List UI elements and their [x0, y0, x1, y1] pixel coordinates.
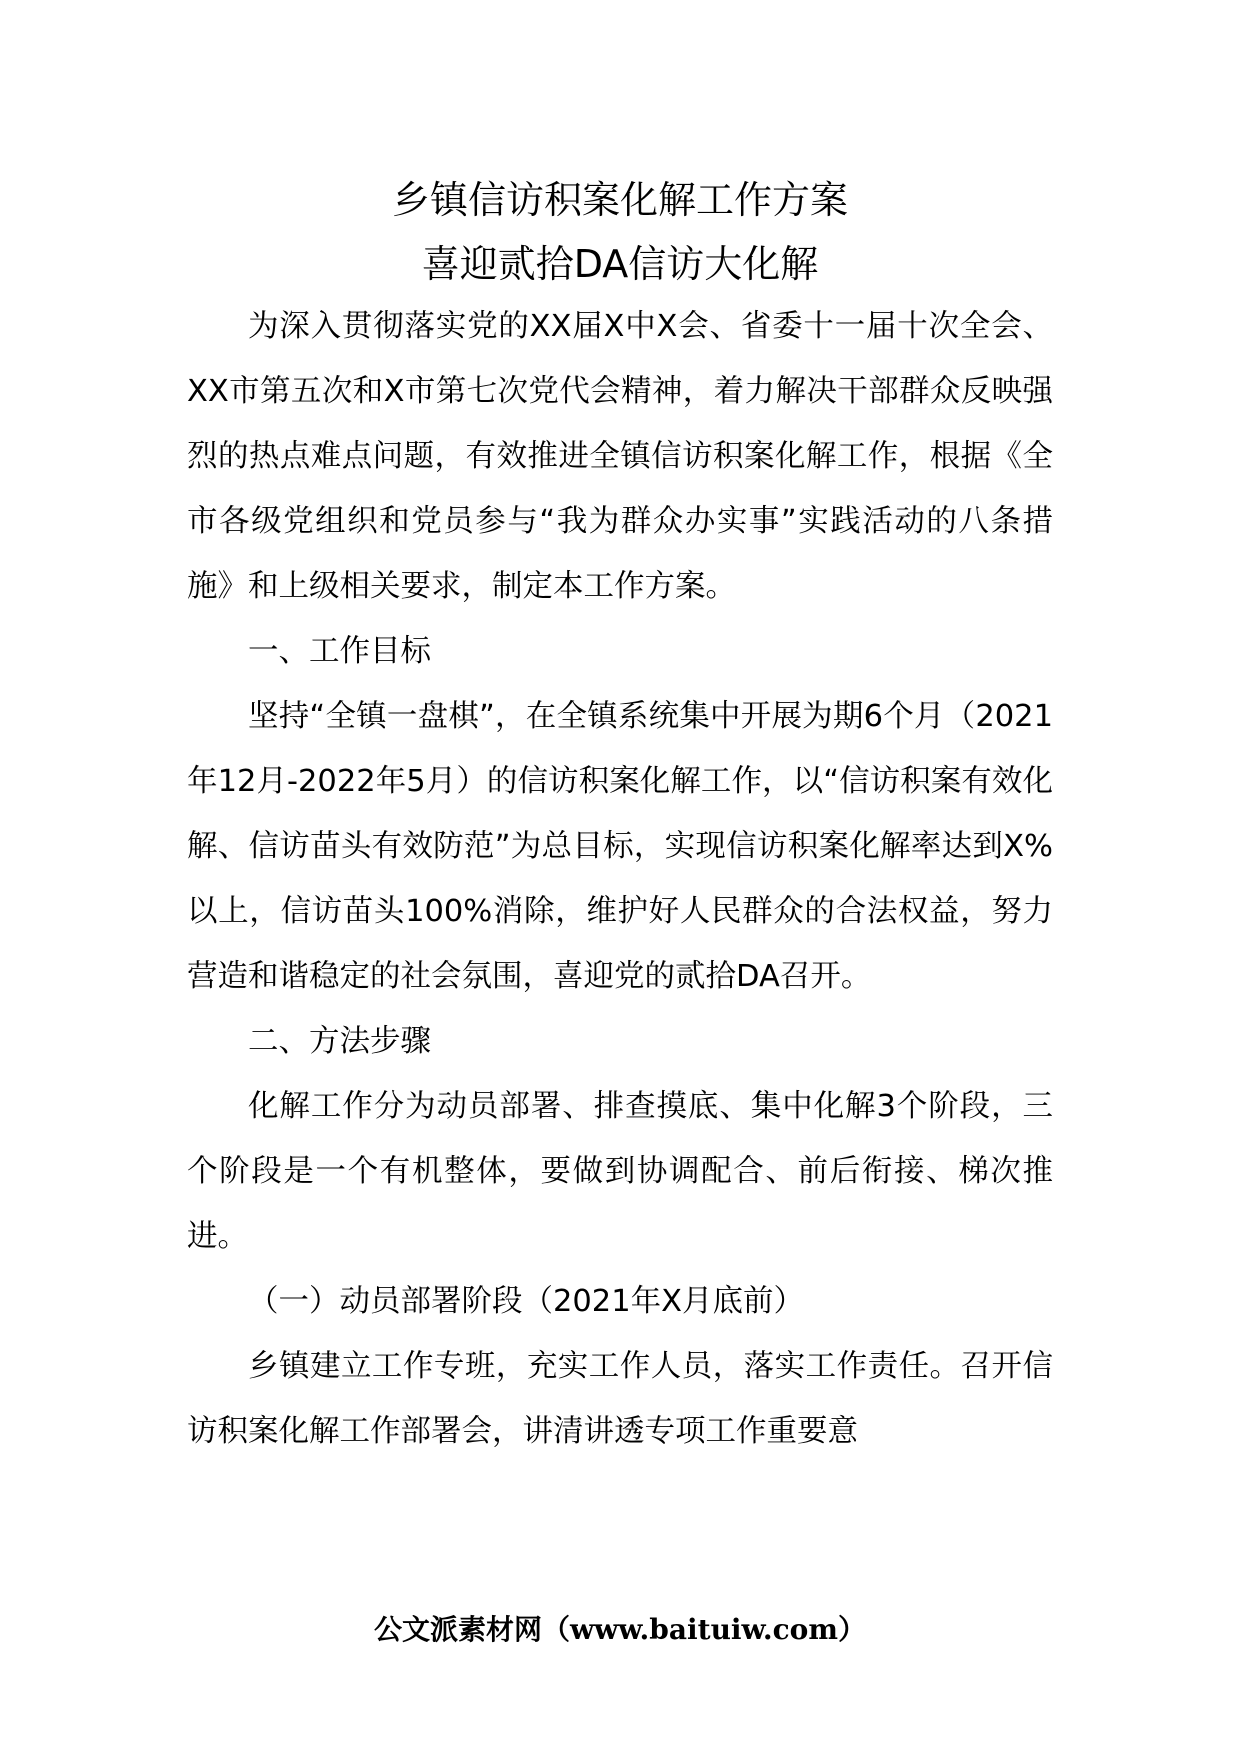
section-heading-goals: 一、工作目标 — [248, 634, 431, 669]
source-footer: 公文派素材网（www.baituiw.com） — [374, 1613, 866, 1646]
document-title: 乡镇信访积案化解工作方案 — [391, 178, 848, 222]
goals-paragraph: 坚持“全镇一盘棋”，在全镇系统集中开展为期6个月（2021年12月-2022年5月）的信访积案化解工作，以“信访积案有效化解、信访苗头有效防范”为总目标，实现信访积案化解率达到X%以上，信访苗头100%消除，维护好人民群众的合法权益，努力营造和谐稳定的社会氛围，喜迎党的贰拾DA召开。 — [187, 699, 1053, 994]
steps-paragraph: 化解工作分为动员部署、排查摸底、集中化解3个阶段，三个阶段是一个有机整体，要做到协调配合、前后衔接、梯次推进。 — [187, 1089, 1053, 1254]
intro-paragraph: 为深入贯彻落实党的XX届X中X会、省委十一届十次全会、XX市第五次和X市第七次党代会精神，着力解决干部群众反映强烈的热点难点问题，有效推进全镇信访积案化解工作，根据《全市各级党组织和党员参与“我为群众办实事”实践活动的八条措施》和上级相关要求，制定本工作方案。 — [187, 309, 1053, 604]
document-subtitle: 喜迎贰拾DA信访大化解 — [421, 242, 819, 286]
section-heading-steps: 二、方法步骤 — [248, 1024, 431, 1059]
mobilization-paragraph: 乡镇建立工作专班，充实工作人员，落实工作责任。召开信访积案化解工作部署会，讲清讲透专项工作重要意 — [187, 1349, 1053, 1449]
subsection-heading-mobilization: （一）动员部署阶段（2021年X月底前） — [248, 1284, 805, 1319]
document-body — [187, 294, 1053, 1464]
